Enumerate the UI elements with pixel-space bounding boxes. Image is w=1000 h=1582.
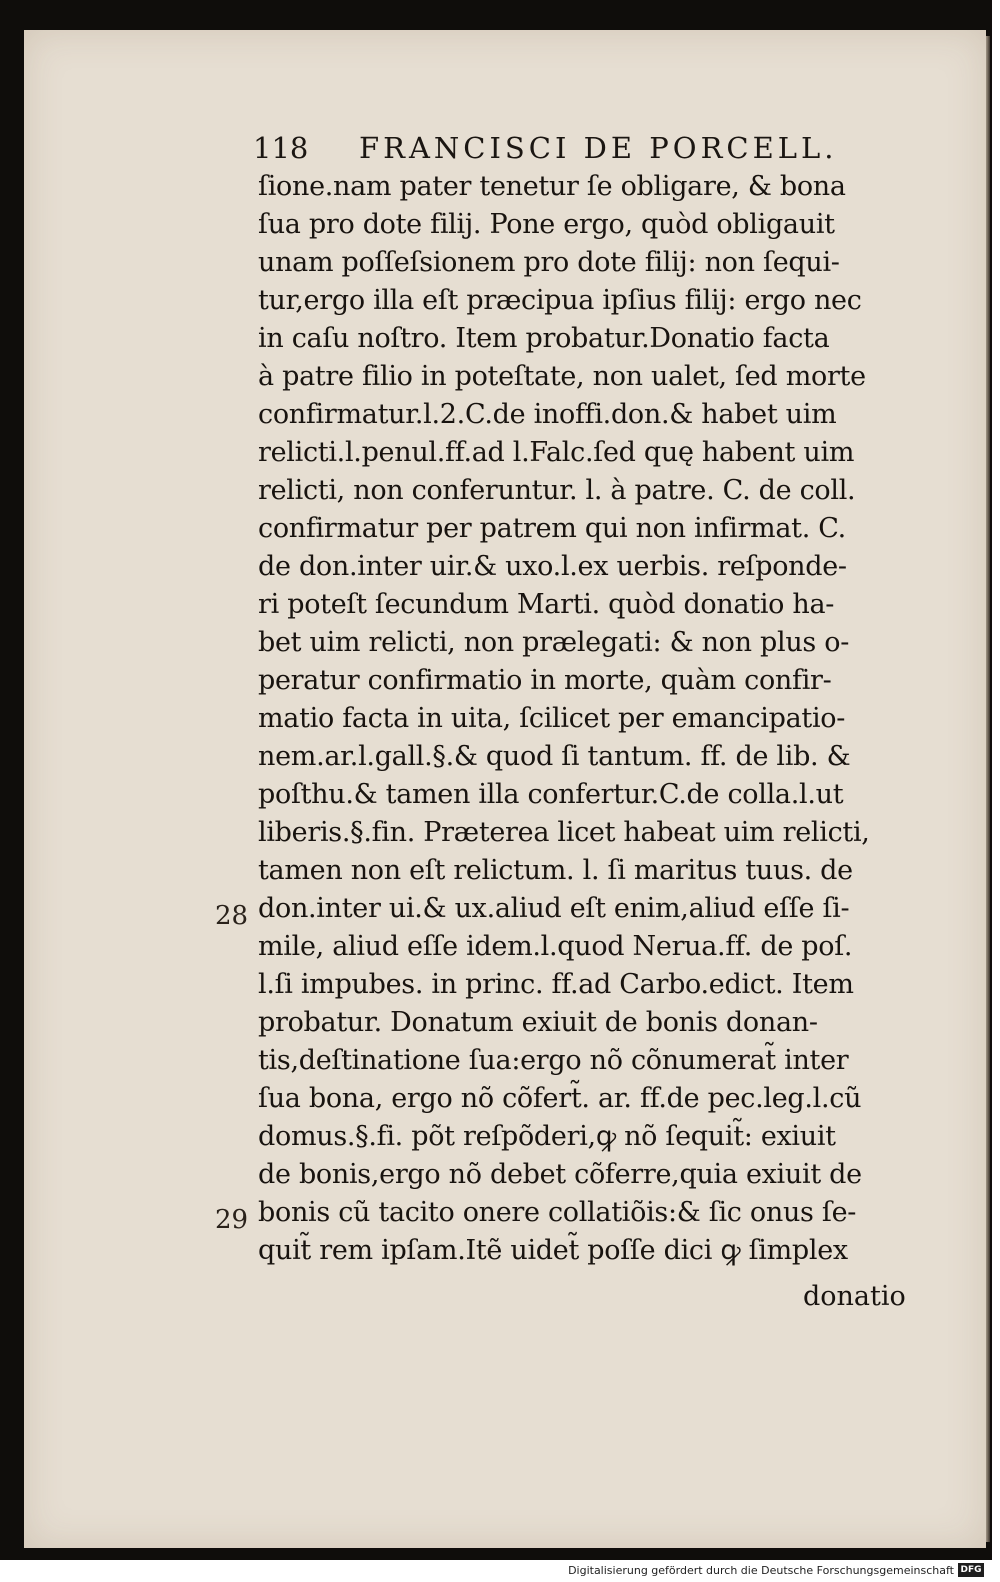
text-line: bonis cũ tacito onere collatiõis:& ſic onus ſe- xyxy=(258,1197,857,1228)
text-line: tur,ergo illa eſt præcipua ipſius filij: ergo nec xyxy=(258,285,862,316)
text-line: peratur confirmatio in morte, quàm confir- xyxy=(258,665,832,696)
text-line: in caſu noſtro. Item probatur.Donatio facta xyxy=(258,323,830,354)
text-line: probatur. Donatum exiuit de bonis donan- xyxy=(258,1007,818,1038)
body-text xyxy=(258,168,938,1270)
text-line: quit̃ rem ipſam.Itẽ uidet̃ poſſe dici ꝙ ſimplex xyxy=(258,1235,848,1266)
text-line: ſua bona, ergo nõ cõfert̃. ar. ff.de pec.leg.l.cũ xyxy=(258,1083,862,1114)
text-line: l.ſi impubes. in princ. ff.ad Carbo.edict. Item xyxy=(258,969,854,1000)
text-line: ſione.nam pater tenetur ſe obligare, & bona xyxy=(258,171,846,202)
text-line: ri poteſt ſecundum Marti. quòd donatio ha- xyxy=(258,589,835,620)
text-line: unam poſſeſsionem pro dote filij: non ſequi- xyxy=(258,247,840,278)
text-line: ſua pro dote filij. Pone ergo, quòd obligauit xyxy=(258,209,835,240)
text-line: de bonis,ergo nõ debet cõferre,quia exiuit de xyxy=(258,1159,862,1190)
running-head: FRANCISCI DE PORCELL. xyxy=(359,131,838,165)
dfg-logo: DFG xyxy=(958,1563,984,1577)
text-line: matio facta in uita, ſcilicet per emancipatio- xyxy=(258,703,846,734)
text-line: confirmatur per patrem qui non infirmat. C. xyxy=(258,513,846,544)
text-line: nem.ar.l.gall.§.& quod ſi tantum. ff. de lib. & xyxy=(258,741,851,772)
text-line: mile, aliud eſſe idem.l.quod Nerua.ff. de poſ. xyxy=(258,931,853,962)
text-line: relicti, non conferuntur. l. à patre. C. de coll. xyxy=(258,475,856,506)
text-line: tis,deſtinatione ſua:ergo nõ cõnumerat̃ inter xyxy=(258,1045,849,1076)
text-line: don.inter ui.& ux.aliud eſt enim,aliud eſſe ſi- xyxy=(258,893,850,924)
text-line: liberis.§.fin. Præterea licet habeat uim relicti, xyxy=(258,817,870,848)
text-line: de don.inter uir.& uxo.l.ex uerbis. reſponde- xyxy=(258,551,847,582)
text-line: poſthu.& tamen illa confertur.C.de colla.l.ut xyxy=(258,779,844,810)
page-number: 118 xyxy=(253,131,309,165)
text-line: bet uim relicti, non prælegati: & non plus o- xyxy=(258,627,850,658)
text-line: à patre filio in poteſtate, non ualet, ſed morte xyxy=(258,361,866,392)
catchword: donatio xyxy=(803,1281,906,1312)
text-line: domus.§.fi. põt reſpõderi,ꝙ nõ ſequit̃: exiuit xyxy=(258,1121,836,1152)
text-line: confirmatur.l.2.C.de inoffi.don.& habet uim xyxy=(258,399,837,430)
margin-note-28: 28 xyxy=(215,901,249,931)
funding-credit: Digitalisierung gefördert durch die Deutsche Forschungsgemeinschaft xyxy=(568,1564,954,1577)
text-line: tamen non eſt relictum. l. ſi maritus tuus. de xyxy=(258,855,853,886)
page-header xyxy=(253,128,873,172)
margin-note-29: 29 xyxy=(215,1205,249,1235)
text-line: relicti.l.penul.ff.ad l.Falc.ſed quę habent uim xyxy=(258,437,855,468)
